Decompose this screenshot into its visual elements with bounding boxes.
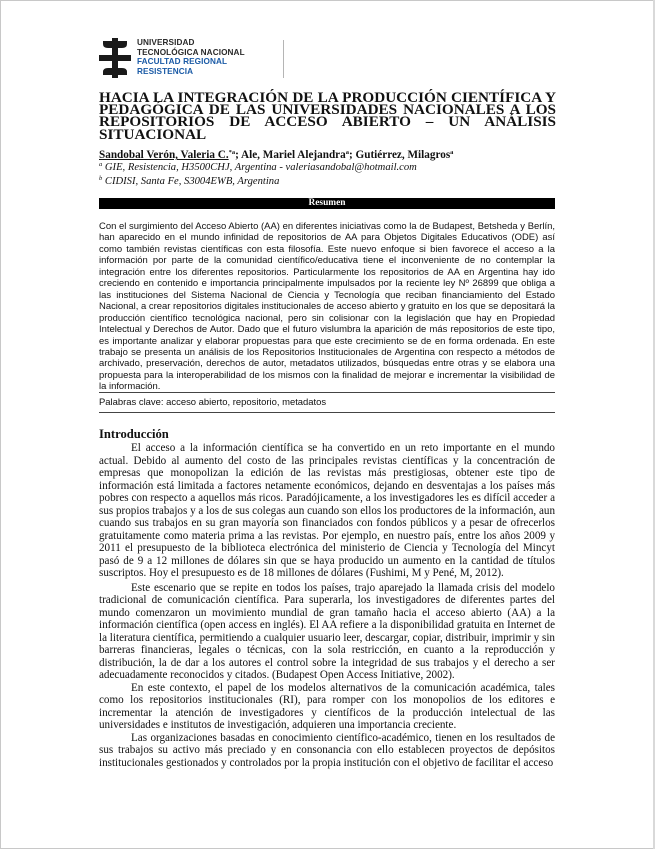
author-separator: ; — [348, 149, 356, 161]
section-heading-introduccion: Introducción — [99, 427, 169, 441]
affiliation-a — [99, 162, 559, 173]
body-paragraph: El acceso a la información científica se ha convertido en un reto importante en el mundo actual. Debido al aumento del costo de las principales revistas científicas y la concentración de empresas que monopolizan la edición de las revistas más prestigiosas, obtener este tipo de información está limitada a factores netamente económicos, dejando en desventajas a los países más pobres con respecto a aquellos más ricos. Paradójicamente, a los investigadores les es difícil acceder a sus propios trabajos y a los de sus colegas aun cuando son ellos los productores de la información, aun cuando sus trabajos en su gran mayoría son financiados con fondos públicos y a pesar de ofrecerlos gratuitamente como materia prima a las revistas. Por ejemplo, en nuestro país, entre los años 2009 y 2011 el presupuesto de la biblioteca electrónica del ministerio de Ciencia y Tecnología del Mincyt pasó de 9 a 12 millones de dólares sin que se haya producido un aumento en la cantidad de títulos suscriptos. Hoy el presupuesto es de 18 millones de dólares (Fushimi, M y Pené, M, 2012). — [99, 442, 555, 580]
author-3-mark: a — [450, 149, 454, 156]
header-divider — [283, 40, 284, 78]
author-2-name: Ale, Mariel Alejandra — [241, 149, 346, 161]
keywords: Palabras clave: acceso abierto, repositorio, metadatos — [99, 397, 327, 408]
affiliation-b — [99, 176, 559, 187]
body-text — [99, 442, 555, 769]
affiliation-text: CIDISI, Santa Fe, S3004EWB, Argentina — [102, 176, 280, 187]
author-2-mark: a — [345, 149, 349, 156]
body-paragraph: Este escenario que se repite en todos los países, trajo aparejado la llamada crisis del modelo tradicional de comunicación científica. Para superarla, los investigadores de diferentes partes del mundo comenzaron un movimiento mundial de gran tamaño hacia el acceso abierto (AA) a la información científica (open access en inglés). El AA refiere a la disponibilidad gratuita en Internet de la literatura científica, permitiendo a cualquier usuario leer, descargar, copiar, distribuir, imprimir y sin barreras financieras, legales o técnicas, con la sola restricción, en cuanto a la reproducción y distribución, la de dar a los autores el control sobre la integridad de sus trabajos y el derecho a ser adecuadamente reconocidos y citados. (Budapest Open Access Initiative, 2002). — [99, 581, 555, 682]
author-1-mark: *a — [228, 149, 236, 156]
logo-text — [137, 38, 245, 76]
logo-line-facultad: FACULTAD REGIONAL — [137, 57, 228, 67]
author-list — [99, 149, 559, 161]
paper-title: HACIA LA INTEGRACIÓN DE LA PRODUCCIÓN CIENTÍFICA Y PEDAGÓGICA DE LAS UNIVERSIDADES NACIONALES A LOS REPOSITORIOS DE ACCESO ABIERTO – UN ANÁLISIS SITUACIONAL — [99, 89, 556, 143]
abstract-heading: Resumen — [99, 198, 555, 209]
body-paragraph: Las organizaciones basadas en conocimiento científico-académico, tienen en los resultados de sus trabajos su activo más preciado y en consonancia con ello establecen proyectos de depósitos institucionales gestionados y controlados por la propia institución con el objetivo de facilitar el acceso — [99, 731, 555, 769]
affiliation-text: GIE, Resistencia, H3500CHJ, Argentina - valeriasandobal@hotmail.com — [102, 162, 417, 173]
institution-logo — [99, 38, 259, 80]
abstract-text: Con el surgimiento del Acceso Abierto (AA) en diferentes iniciativas como la de Budapest, Betsheda y Berlín, han aparecido en el mundo infinidad de repositorios de AA para Objetos Digitales Educativos (ODE) así como también revistas científicas con esta filosofía. Este nuevo enfoque si bien favorece el acceso a la información por parte de la comunidad científico/educativa tiene el inconveniente de no contemplar la integración entre los diferentes repositorios. Particularmente los repositorios de AA en Argentina hay ido creciendo en contenido e importancia principalmente impulsados por la reciente ley Nº 26899 que obliga a las instituciones del Sistema Nacional de Ciencia y Tecnología que reciban financiamiento del Estado Nacional, a crear repositorios digitales institucionales de acceso abierto y gratuito en los que se depositará la producción científico tecnológica nacional, pero sin colisionar con la legislación que hay en Propiedad Intelectual y Derechos de Autor. Dado que el futuro vislumbra la aparición de más repositorios de este tipo, es importante analizar y elaborar propuestas para que este crecimiento se de en forma ordenada. En este trabajo se presenta un análisis de los Repositorios Institucionales de Argentina con respecto a métodos de archivado, preservación, derechos de autor, metadatos utilizados, búsquedas entre otras y se elabora una propuesta para la interoperabilidad de los mismos con la finalidad de mejorar e incrementar la visibilidad de la información. — [99, 221, 555, 393]
author-1-name: Sandobal Verón, Valeria C. — [99, 149, 229, 161]
author-3-name: Gutiérrez, Milagros — [355, 149, 451, 161]
utn-logo-icon — [99, 38, 131, 78]
affiliation-mark: a — [99, 161, 103, 168]
logo-line-university: UNIVERSIDAD — [137, 38, 195, 47]
author-separator: ; — [235, 149, 242, 161]
logo-line-resistencia: RESISTENCIA — [137, 66, 194, 76]
keywords-rule-bottom — [99, 412, 555, 413]
keywords-rule-top — [99, 392, 555, 393]
body-paragraph: En este contexto, el papel de los modelos alternativos de la comunicación académica, tales como los repositorios institucionales (RI), para romper con los monopolios de los editores e incrementar la atención de investigadores y científicos de la producción intelectual de las universidades e institutos de investigación, adquieren una importancia creciente. — [99, 681, 555, 732]
logo-line-tecnologica: TECNOLÓGICA NACIONAL — [137, 47, 245, 57]
affiliation-mark: b — [99, 175, 103, 182]
